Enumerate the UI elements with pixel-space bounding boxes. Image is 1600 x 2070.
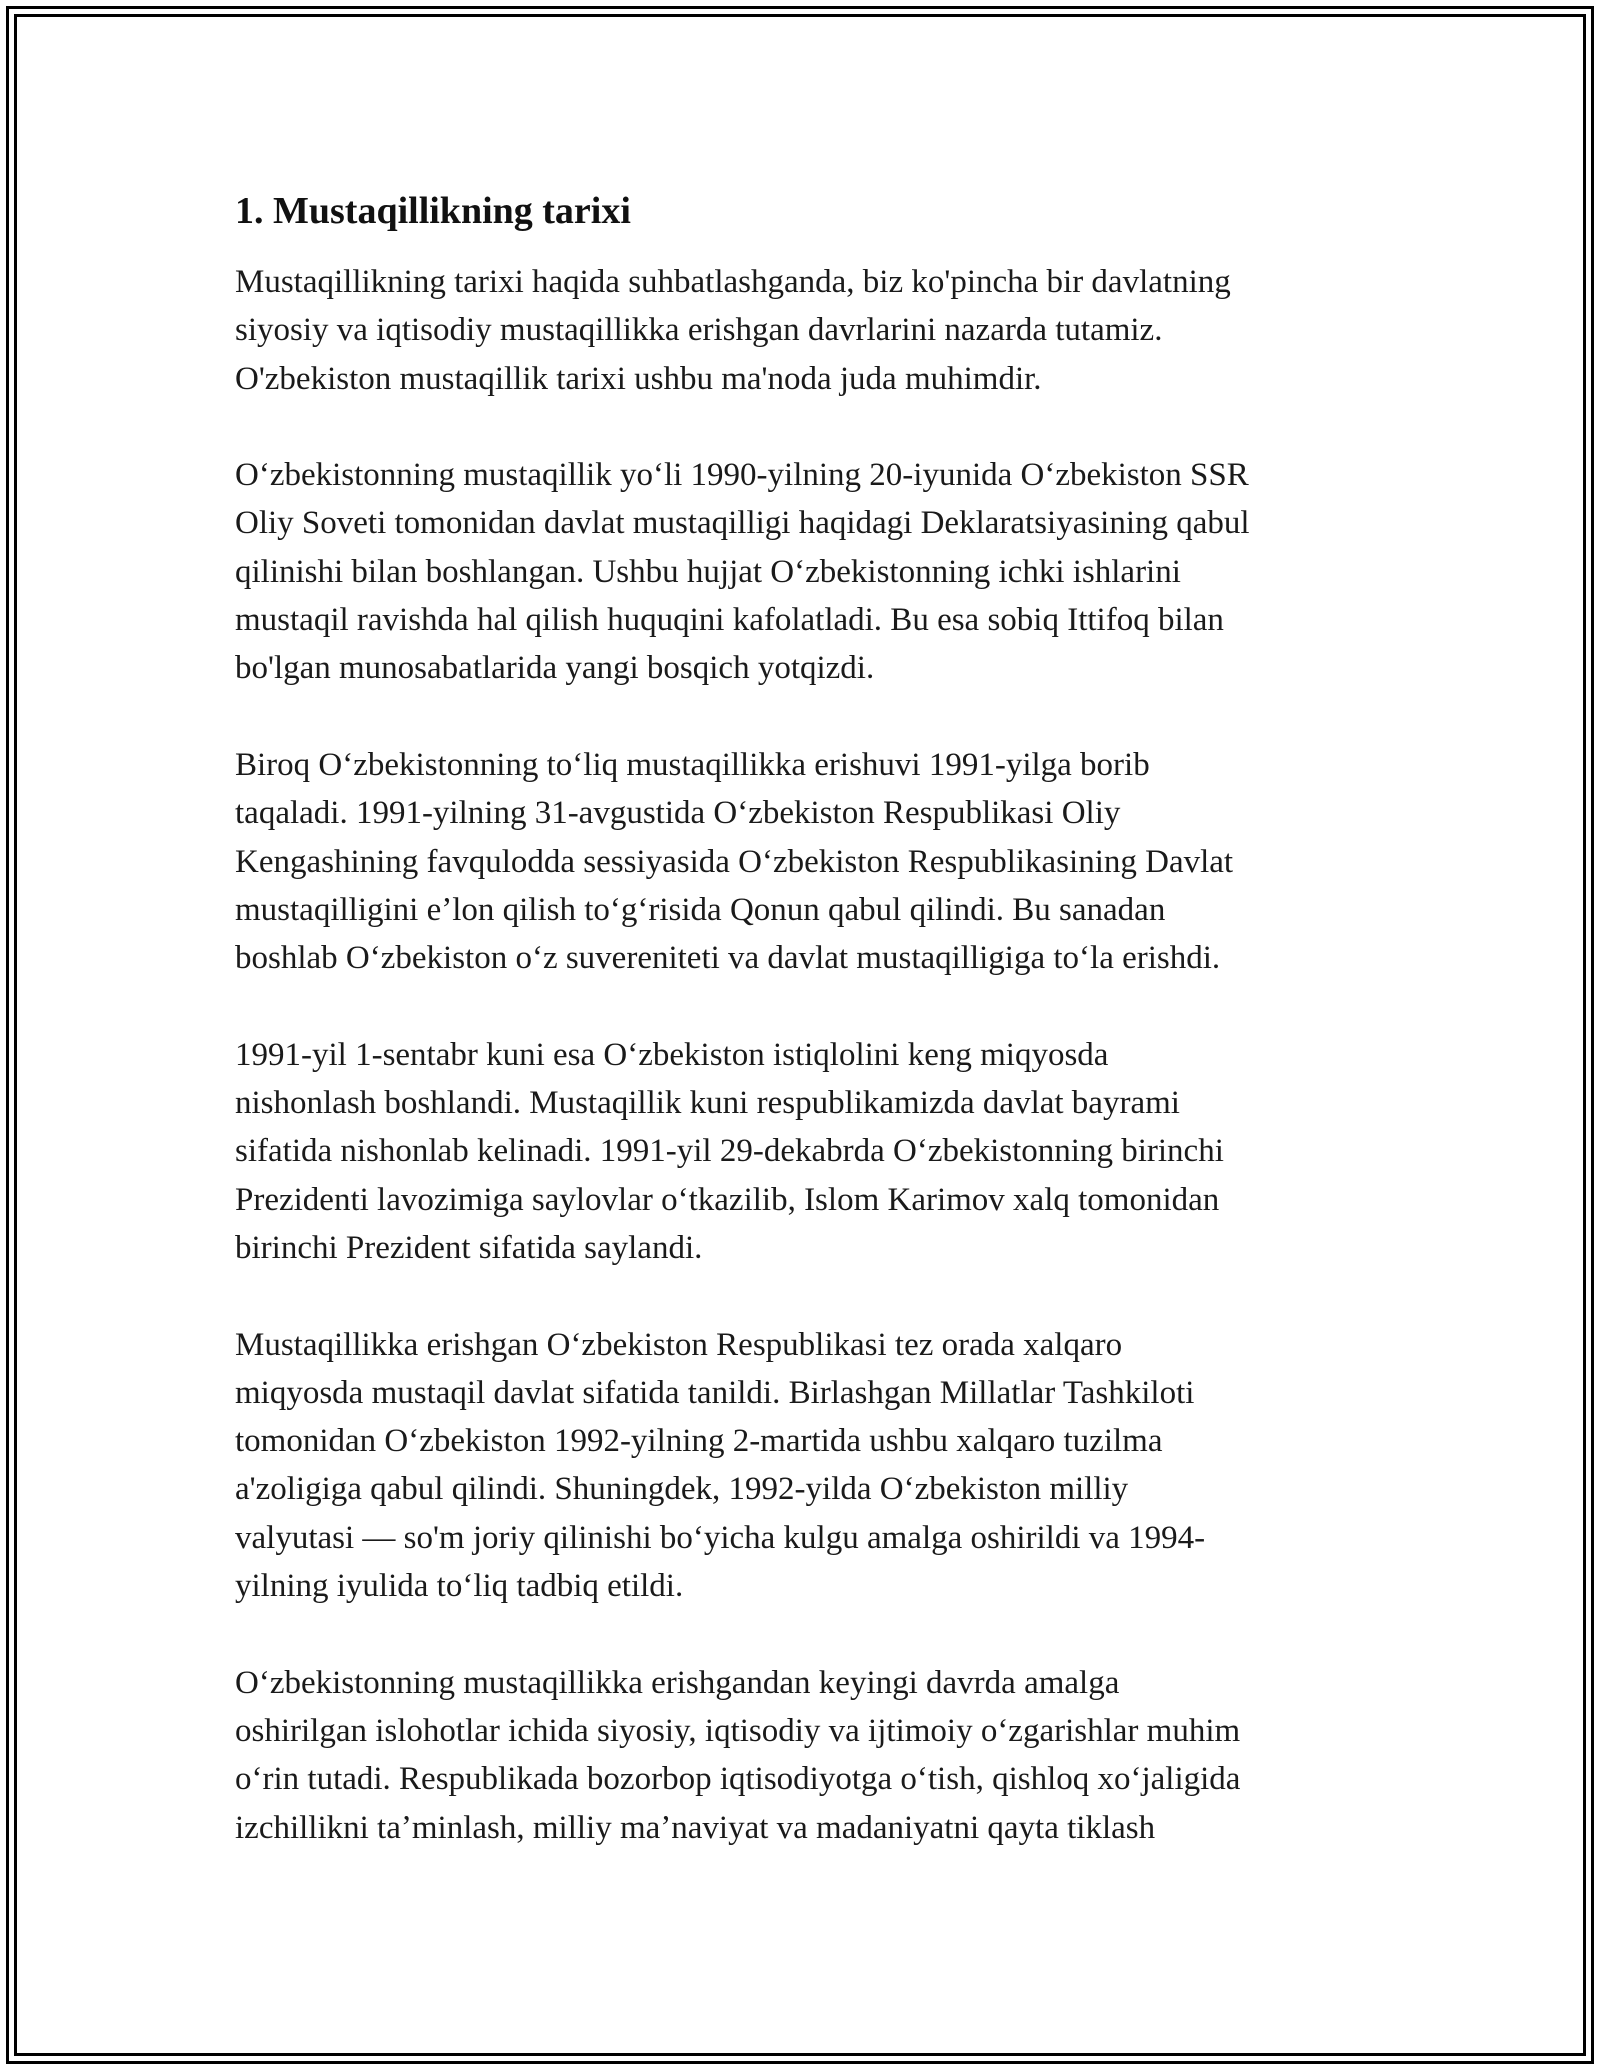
text-line: Mustaqillikning tarixi haqida suhbatlashganda, biz ko'pincha bir davlatning: [235, 264, 1231, 300]
paragraph: [235, 741, 1370, 982]
text-line: Biroq Oʻzbekistonning toʻliq mustaqillikka erishuvi 1991-yilga borib: [235, 746, 1150, 783]
paragraph: [235, 1659, 1370, 1852]
paragraph: [235, 1321, 1370, 1611]
text-line: Kengashining favqulodda sessiyasida Oʻzbekiston Respublikasining Davlat: [235, 843, 1234, 880]
text-line: 1991-yil 1-sentabr kuni esa Oʻzbekiston istiqlolini keng miqyosda: [235, 1036, 1109, 1073]
text-line: miqyosda mustaqil davlat sifatida tanildi. Birlashgan Millatlar Tashkiloti: [235, 1374, 1195, 1411]
text-line: Oʻzbekistonning mustaqillik yoʻli 1990-yilning 20-iyunida Oʻzbekiston SSR: [235, 457, 1249, 494]
text-line: bo'lgan munosabatlarida yangi bosqich yotqizdi.: [235, 650, 875, 687]
text-line: a'zoligiga qabul qilindi. Shuningdek, 1992-yilda Oʻzbekiston milliy: [235, 1471, 1129, 1508]
text-line: tomonidan Oʻzbekiston 1992-yilning 2-martida ushbu xalqaro tuzilma: [235, 1423, 1163, 1460]
text-line: birinchi Prezident sifatida saylandi.: [235, 1229, 703, 1266]
text-line: boshlab Oʻzbekiston oʻz suvereniteti va davlat mustaqilligiga toʻla erishdi.: [235, 940, 1221, 977]
paragraph: [235, 1031, 1370, 1272]
text-line: qilinishi bilan boshlangan. Ushbu hujjat Oʻzbekistonning ichki ishlarini: [235, 553, 1181, 590]
text-line: izchillikni taʼminlash, milliy maʼnaviyat va madaniyatni qayta tiklash: [235, 1809, 1156, 1846]
text-line: Prezidenti lavozimiga saylovlar oʻtkazilib, Islom Karimov xalq tomonidan: [235, 1181, 1220, 1218]
text-line: O'zbekiston mustaqillik tarixi ushbu ma'noda juda muhimdir.: [235, 360, 1042, 397]
text-line: sifatida nishonlab kelinadi. 1991-yil 29-dekabrda Oʻzbekistonning birinchi: [235, 1133, 1224, 1170]
text-line: mustaqilligini eʼlon qilish toʻgʻrisida Qonun qabul qilindi. Bu sanadan: [235, 891, 1166, 928]
paragraph: [235, 451, 1370, 692]
paragraph: [235, 258, 1370, 403]
text-line: Mustaqillikka erishgan Oʻzbekiston Respublikasi tez orada xalqaro: [235, 1326, 1123, 1363]
text-line: siyosiy va iqtisodiy mustaqillikka erishgan davrlarini nazarda tutamiz.: [235, 312, 1163, 349]
text-line: yilning iyulida toʻliq tadbiq etildi.: [235, 1568, 684, 1605]
text-line: nishonlash boshlandi. Mustaqillik kuni respublikamizda davlat bayrami: [235, 1085, 1180, 1122]
text-line: Oliy Soveti tomonidan davlat mustaqilligi haqidagi Deklaratsiyasining qabul: [235, 505, 1250, 542]
document-body: [235, 186, 1370, 1900]
text-line: oshirilgan islohotlar ichida siyosiy, iqtisodiy va ijtimoiy oʻzgarishlar muhim: [235, 1712, 1241, 1749]
text-line: oʻrin tutadi. Respublikada bozorbop iqtisodiyotga oʻtish, qishloq xoʻjaligida: [235, 1761, 1241, 1798]
text-line: mustaqil ravishda hal qilish huquqini kafolatladi. Bu esa sobiq Ittifoq bilan: [235, 602, 1224, 639]
text-line: valyutasi — so'm joriy qilinishi boʻyicha kulgu amalga oshirildi va 1994-: [235, 1519, 1206, 1556]
section-heading: 1. Mustaqillikning tarixi: [235, 190, 631, 232]
text-line: Oʻzbekistonning mustaqillikka erishgandan keyingi davrda amalga: [235, 1664, 1120, 1701]
text-line: taqaladi. 1991-yilning 31-avgustida Oʻzbekiston Respublikasi Oliy: [235, 795, 1121, 832]
